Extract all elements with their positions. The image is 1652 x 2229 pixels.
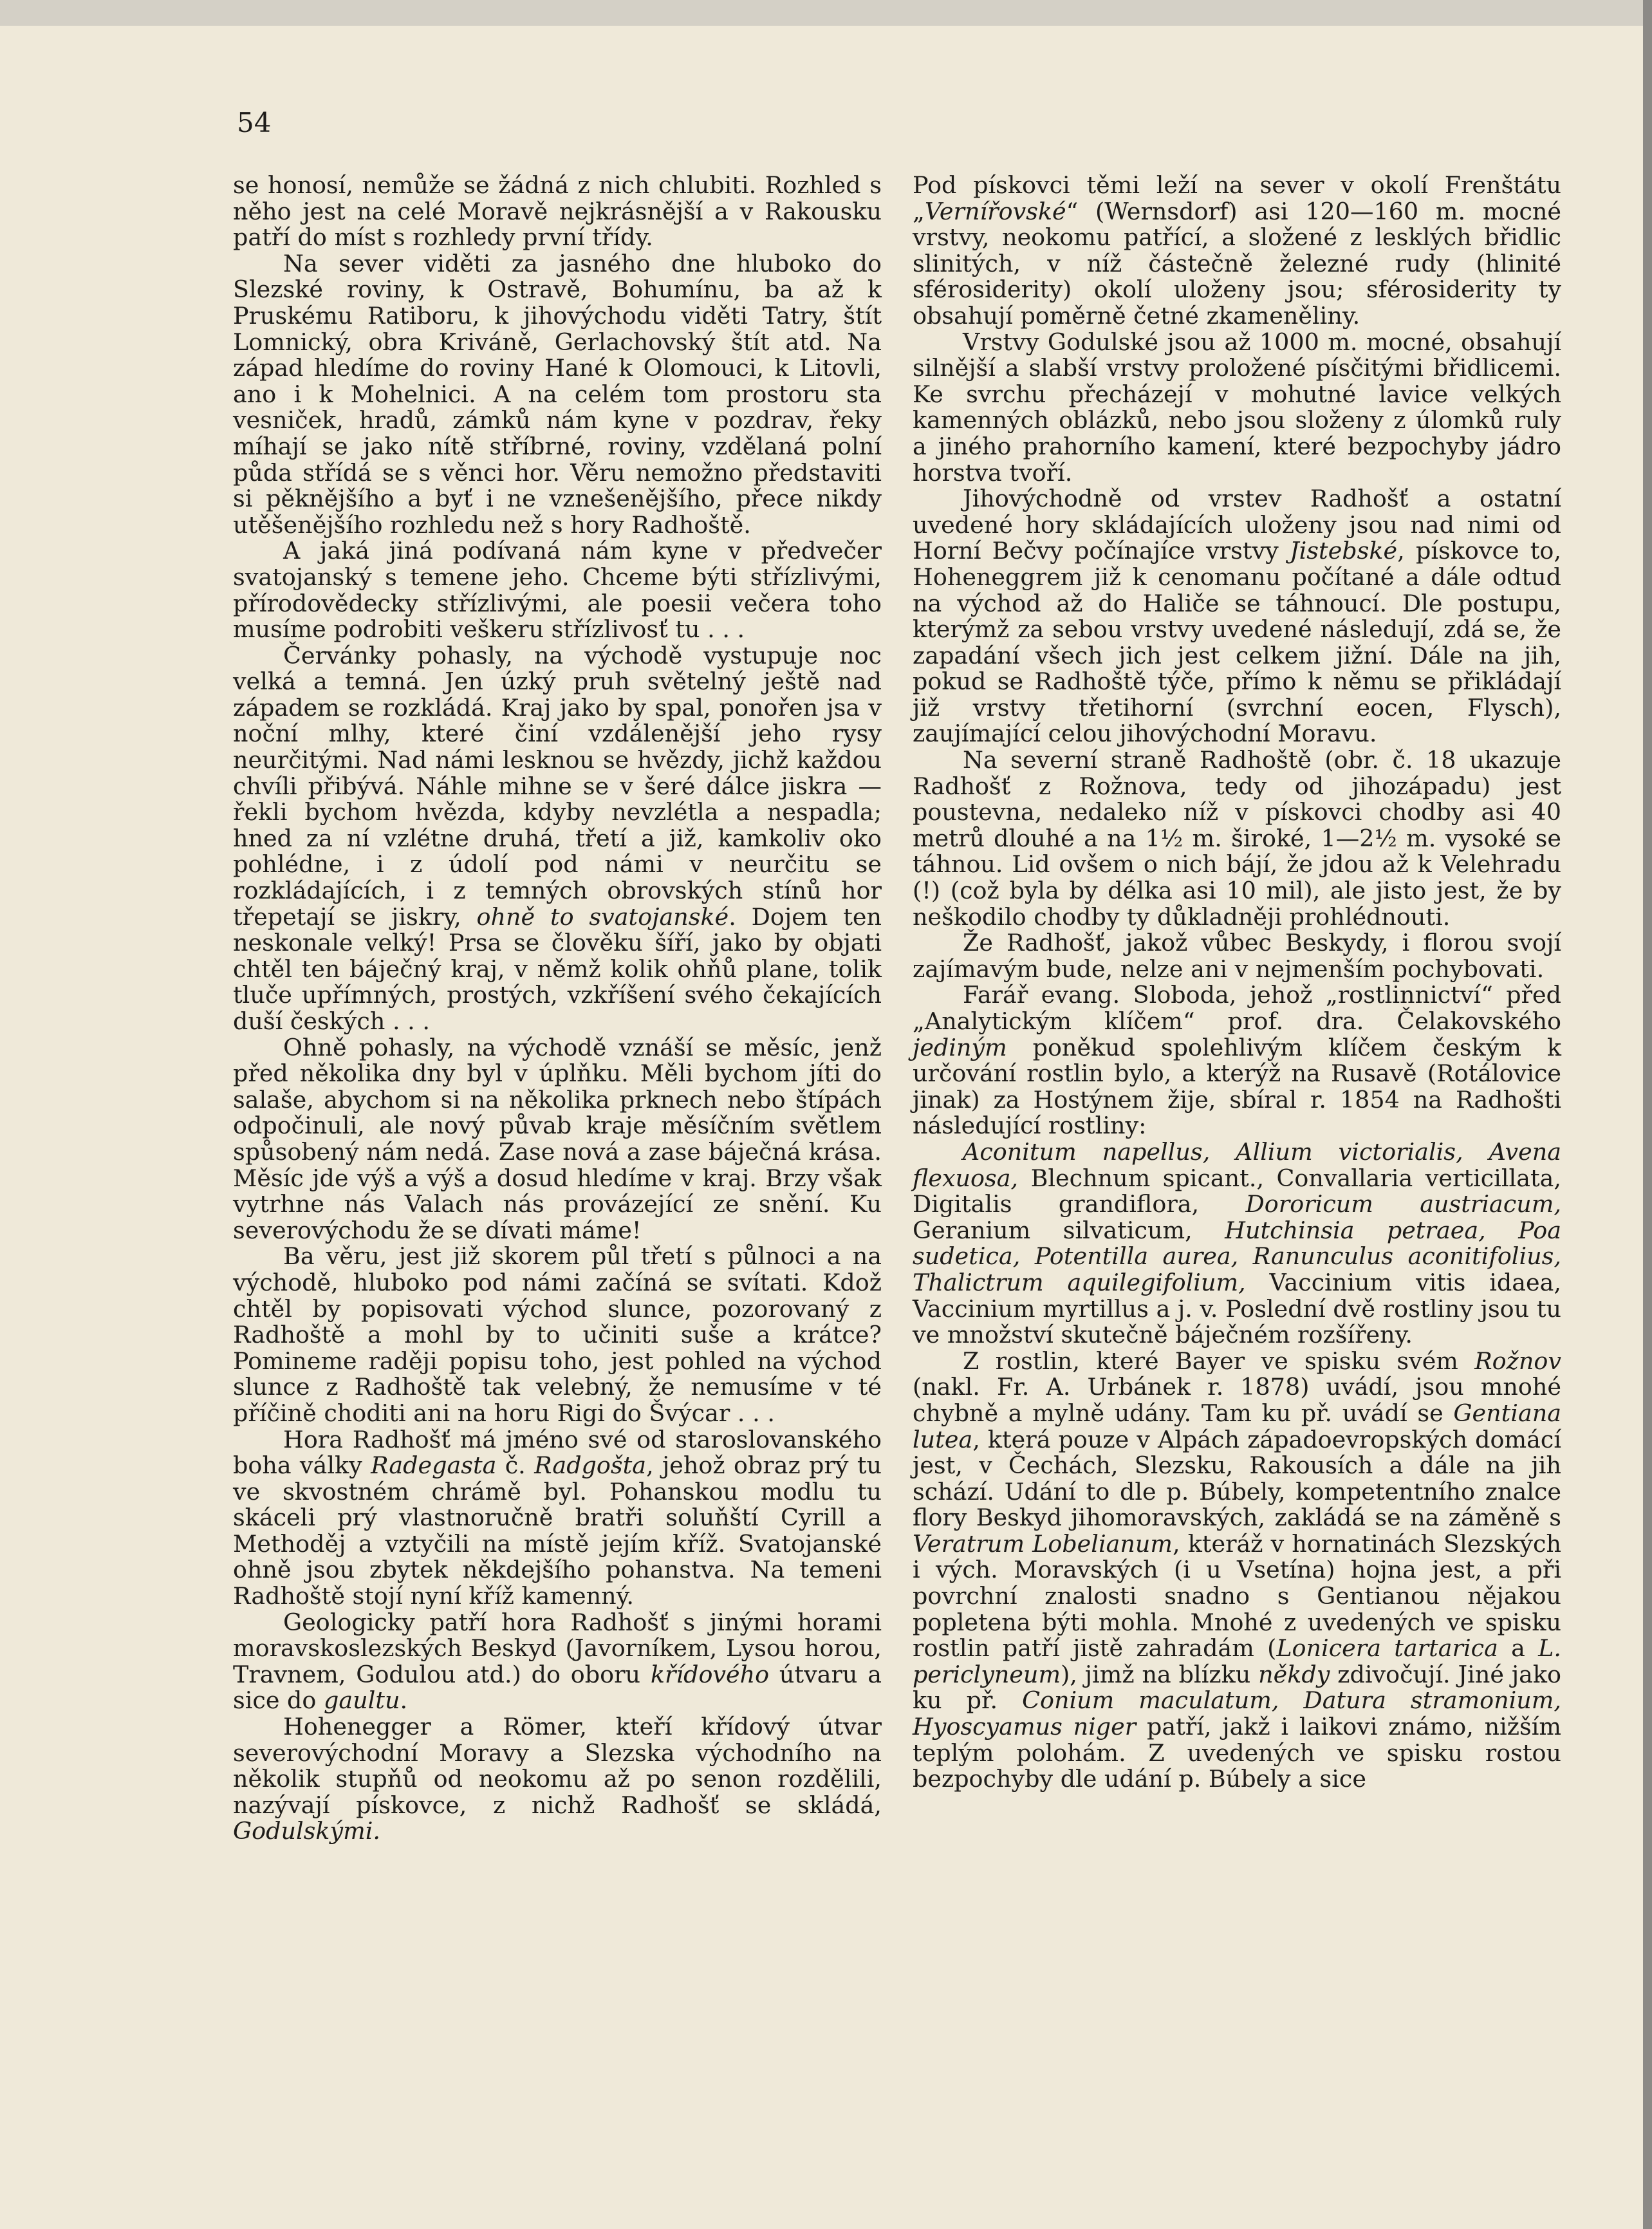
text-run: Jihovýchodně od vrstev Radhošť a ostatní uvedené hory skládajících uloženy jsou nad nimi od Horní Bečvy počínajíce vrstvy: [913, 485, 1561, 565]
paragraph: [913, 173, 1561, 330]
paragraph: [913, 1139, 1561, 1348]
text-run: Farář evang. Sloboda, jehož „rostlinnictví“ před „Analytickým klíčem“ prof. dra. Čelakovského: [913, 981, 1561, 1035]
text-run: A jaká jiná podívaná nám kyne v předvečer svatojanský s temene jeho. Chceme býti střízlivými, přírodovědecky střízlivými, ale poesii večera toho musíme podrobiti veškeru střízlivosť tu . . .: [233, 537, 882, 644]
paragraph: [233, 1035, 882, 1244]
italic-text: L. periclyneum: [913, 1634, 1561, 1688]
italic-text: křídového: [650, 1660, 770, 1688]
text-run: Geranium silvaticum,: [913, 1216, 1225, 1244]
scan-spine-edge: [1643, 0, 1652, 2229]
paragraph: [233, 173, 882, 251]
italic-text: Aconitum napellus, Allium victorialis, Avena flexuosa,: [913, 1137, 1561, 1192]
text-run: zdivočují. Jiné jako ku př.: [913, 1660, 1561, 1715]
page-number: 54: [237, 107, 272, 138]
scan-top-band: [0, 0, 1652, 26]
text-run: útvaru a sice do: [233, 1660, 882, 1715]
paragraph: [233, 538, 882, 642]
paragraph: [233, 1714, 882, 1845]
italic-text: Jistebské: [1290, 537, 1398, 565]
italic-text: Lonicera tartarica: [1276, 1634, 1498, 1663]
text-run: Vrstvy Godulské jsou až 1000 m. mocné, obsahují silnější a slabší vrstvy proložené písčitými břidlicemi. Ke svrchu přecházejí v mohutné lavice velkých kamenných oblázků, nebo jsou složeny z úlomků ruly a jiného prahorního kamení, které bezpochyby jádro horstva tvoří.: [913, 328, 1561, 487]
text-run: Že Radhošť, jakož vůbec Beskydy, i florou svojí zajímavým bude, nelze ani v nejmenším pochybovati.: [913, 929, 1561, 983]
italic-text: gaultu: [324, 1686, 400, 1715]
italic-text: Radgošta: [534, 1451, 647, 1480]
right-column: [913, 173, 1561, 1793]
text-run: Ba věru, jest již skorem půl třetí s půlnoci a na východě, hluboko pod námi začíná se svítati. Kdož chtěl by popisovati východ slunce, pozorovaný z Radhoště a mohl by to učiniti suše a krátce? Pomineme raději popisu toho, jest pohled na východ slunce z Radhoště tak velebný, že nemusíme v té příčině choditi ani na horu Rigi do Švýcar . . .: [233, 1242, 882, 1427]
text-run: Blechnum spicant., Convallaria verticillata, Digitalis grandiflora,: [913, 1164, 1561, 1218]
text-run: a: [1498, 1634, 1539, 1663]
text-run: ), jimž na blízku: [1061, 1660, 1259, 1688]
paragraph: [913, 930, 1561, 982]
text-run: , kteráž v hornatinách Slezských i vých. Moravských (i u Vsetína) hojna jest, a při povrchní znalosti snadno s Gentianou nějakou popletena býti mohla. Mnohé z uvedených ve spisku rostlin patří jistě zahradám (: [913, 1529, 1561, 1663]
paragraph: [233, 251, 882, 539]
paragraph: [913, 982, 1561, 1139]
text-run: patří, jakž i laikovi známo, nižším teplým polohám. Z uvedených ve spisku rostou bezpochyby dle udání p. Búbely a sice: [913, 1713, 1562, 1793]
text-run: “ (Wernsdorf) asi 120—160 m. mocné vrstvy, neokomu patřící, a složené z lesklých břidlic slinitých, v níž částečně železné rudy (hlinité sférosiderity) okolí uloženy jsou; sférosiderity ty obsahují poměrně četné zkameněliny.: [913, 197, 1561, 330]
text-run: poněkud spolehlivým klíčem českým k určování rostlin bylo, a kterýž na Rusavě (Rotálovice jinak) za Hostýnem žije, sbíral r. 1854 na Radhošti následující rostliny:: [913, 1033, 1561, 1140]
paragraph: [913, 1348, 1561, 1793]
text-run: Vaccinium vitis idaea, Vaccinium myrtillus a j. v. Poslední dvě rostliny jsou tu ve množství skutečně báječném rozšířeny.: [913, 1268, 1561, 1349]
text-run: , pískovce to, Hoheneggrem již k cenomanu počítané a dále odtud na východ až do Haliče se táhnoucí. Dle postupu, kterýmž za sebou vrstvy uvedené následují, zdá se, že zapadání všech jich jest celkem jižní. Dále na jih, pokud se Radhoště týče, přímo k němu se přikládají již vrstvy třetihorní (svrchní eocen, Flysch), zaujímající celou jihovýchodní Moravu.: [913, 537, 1561, 748]
paragraph: [233, 1427, 882, 1610]
italic-text: jediným: [913, 1033, 1007, 1061]
paragraph: [233, 643, 882, 1035]
left-column: [233, 173, 882, 1845]
italic-text: Rožnov: [1474, 1347, 1561, 1375]
text-run: . Dojem ten neskonale velký! Prsa se člověku šíří, jako by objati chtěl ten báječný kraj, v němž kolik ohňů plane, tolik tluče upřímných, prostých, vzkříšení svého čekajících duší českých . . .: [233, 902, 882, 1035]
italic-text: Hutchinsia petraea, Poa sudetica, Potentilla aurea, Ranunculus aconitifolius, Thalictrum aquilegifolium,: [913, 1216, 1561, 1296]
text-run: Na severní straně Radhoště (obr. č. 18 ukazuje Radhošť z Rožnova, tedy od jihozápadu) jest poustevna, nedaleko níž v pískovci chodby asi 40 metrů dlouhé a na 1½ m. široké, 1—2½ m. vysoké se táhnou. Lid ovšem o nich bájí, že jdou až k Velehradu (!) (což byla by délka asi 10 mil), ale jisto jest, že by neškodilo chodby ty důkladněji prohlédnouti.: [913, 746, 1561, 931]
italic-text: Godulskými.: [233, 1817, 381, 1845]
paragraph: [233, 1244, 882, 1426]
italic-text: Radegasta: [371, 1451, 497, 1480]
text-run: Na sever viděti za jasného dne hluboko do Slezské roviny, k Ostravě, Bohumínu, ba až k Pruskému Ratiboru, k jihovýchodu viděti Tatry, štít Lomnický, obra Kriváně, Gerlachovský štít atd. Na západ hledíme do roviny Hané k Olomouci, k Litovli, ano i k Mohelnici. A na celém tom prostoru sta vesniček, hradů, zámků nám kyne v pozdrav, řeky míhají se jako nítě stříbrné, roviny, vzdělaná polní půda střídá se s věnci hor. Věru nemožno představiti si pěknějšího a byť i ne vznešenějšího, přece nikdy utěšenějšího rozhledu než s hory Radhoště.: [233, 249, 882, 539]
text-run: (nakl. Fr. A. Urbánek r. 1878) uvádí, jsou mnohé chybně a mylně udány. Tam ku př. uvádí se: [913, 1373, 1561, 1427]
text-run: č.: [496, 1451, 535, 1480]
text-run: Geologicky patří hora Radhošť s jinými horami moravskoslezských Beskyd (Javorníkem, Lysou horou, Travnem, Godulou atd.) do oboru: [233, 1608, 882, 1688]
italic-text: Veratrum Lobelianum: [913, 1529, 1173, 1558]
italic-text: někdy: [1258, 1660, 1330, 1688]
paragraph: [913, 330, 1561, 487]
text-run: Hora Radhošť má jméno své od staroslovanského boha války: [233, 1425, 882, 1480]
paragraph: [913, 486, 1561, 747]
italic-text: Conium maculatum, Datura stramonium, Hyoscyamus niger: [913, 1686, 1561, 1741]
italic-text: Gentiana lutea: [913, 1399, 1561, 1453]
text-run: Z rostlin, které Bayer ve spisku svém: [963, 1347, 1475, 1375]
text-run: Pod pískovci těmi leží na sever v okolí Frenštátu „: [913, 171, 1561, 225]
italic-text: ohně to svatojanské: [476, 902, 729, 931]
text-run: , jehož obraz prý tu ve skvostném chrámě byl. Pohanskou modlu tu skáceli prý vlastnoručně bratři soluňští Cyrill a Methoděj a vztyčili na místě jejím kříž. Svatojanské ohně jsou zbytek někdejšího pohanstva. Na temeni Radhoště stojí nyní kříž kamenný.: [233, 1451, 882, 1610]
paragraph: [913, 747, 1561, 930]
text-run: , která pouze v Alpách západoevropských domácí jest, v Čechách, Slezsku, Rakousích a dále na jih schází. Udání to dle p. Búbely, kompetentního znalce flory Beskyd jihomoravských, zakládá se na záměně s: [913, 1425, 1561, 1532]
text-run: se honosí, nemůže se žádná z nich chlubiti. Rozhled s něho jest na celé Moravě nejkrásnější a v Rakousku patří do míst s rozhledy první třídy.: [233, 171, 882, 252]
text-run: Červánky pohasly, na východě vystupuje noc velká a temná. Jen úzký pruh světelný ještě nad západem se rozkládá. Kraj jako by spal, ponořen jsa v noční mlhy, které činí vzdálenější jeho rysy neurčitými. Nad námi lesknou se hvězdy, jichž každou chvíli přibývá. Náhle mihne se v šeré dálce jiskra — řekli bychom hvězda, kdyby nevzlétla a nespadla; hned za ní vzlétne druhá, třetí a již, kamkoliv oko pohlédne, i z údolí pod námi v neurčitu se rozkládajících, i z temných obrovských stínů hor třepetají se jiskry,: [233, 641, 882, 931]
text-run: Ohně pohasly, na východě vznáší se měsíc, jenž před několika dny byl v úplňku. Měli bychom jíti do salaše, abychom si na několika prknech nebo štípách odpočinuli, ale nový půvab kraje měsíčním světlem spůsobený nám nedá. Zase nová a zase báječná krása. Měsíc jde výš a výš a dosud hledíme v kraj. Brzy však vytrhne nás Valach nás provázející ze snění. Ku severovýchodu že se dívati máme!: [233, 1033, 882, 1244]
text-run: Hohenegger a Römer, kteří křídový útvar severovýchodní Moravy a Slezska východního na několik stupňů od neokomu až po senon rozdělili, nazývají pískovce, z nichž Radhošť se skládá,: [233, 1713, 882, 1819]
italic-text: Dororicum austriacum,: [1245, 1190, 1561, 1218]
paragraph: [233, 1610, 882, 1714]
italic-text: Vernířovské: [924, 197, 1066, 225]
text-run: .: [400, 1686, 408, 1715]
